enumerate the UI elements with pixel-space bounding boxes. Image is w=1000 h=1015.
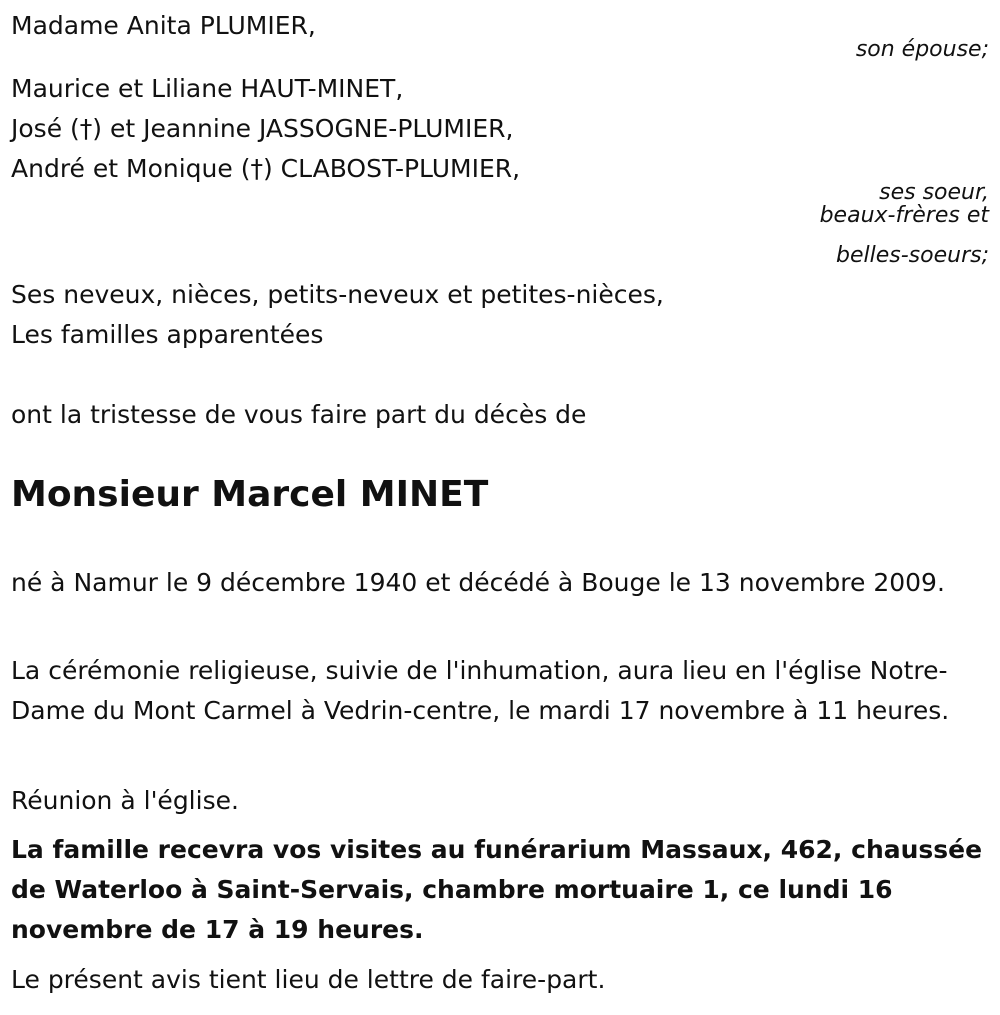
spouse-role: son épouse; [855,37,989,62]
sibling-line-2: José (†) et Jeannine JASSOGNE-PLUMIER, [11,114,514,143]
visits-text: La famille recevra vos visites au funérarium Massaux, 462, chaussée de Waterloo à Saint-Servais, chambre mortuaire 1, ce lundi 16 novembre de 17 à 19 heures. [11,835,983,944]
spouse-name: Madame Anita PLUMIER, [11,11,316,40]
sibling-line-3: André et Monique (†) CLABOST-PLUMIER, [11,154,521,183]
relatives-line-1: Ses neveux, nièces, petits-neveux et petites-nièces, [11,280,664,309]
sibling-line-1: Maurice et Liliane HAUT-MINET, [11,74,404,103]
birth-death-text: né à Namur le 9 décembre 1940 et décédé à Bouge le 13 novembre 2009. [11,568,945,597]
relatives-line-2: Les familles apparentées [11,320,324,349]
ceremony-text: La cérémonie religieuse, suivie de l'inhumation, aura lieu en l'église Notre-Dame du Mont Carmel à Vedrin-centre, le mardi 17 novembre à 11 heures. [11,656,950,725]
siblings-role-line-3: belles-soeurs; [836,243,989,268]
siblings-role-line-2: beaux-frères et [819,203,989,228]
deceased-name: Monsieur Marcel MINET [11,474,489,515]
meeting-text: Réunion à l'église. [11,786,239,815]
announcement-text: ont la tristesse de vous faire part du décès de [11,400,587,429]
siblings-role-line-1: ses soeur, [879,180,989,205]
notice-text: Le présent avis tient lieu de lettre de faire-part. [11,965,606,994]
